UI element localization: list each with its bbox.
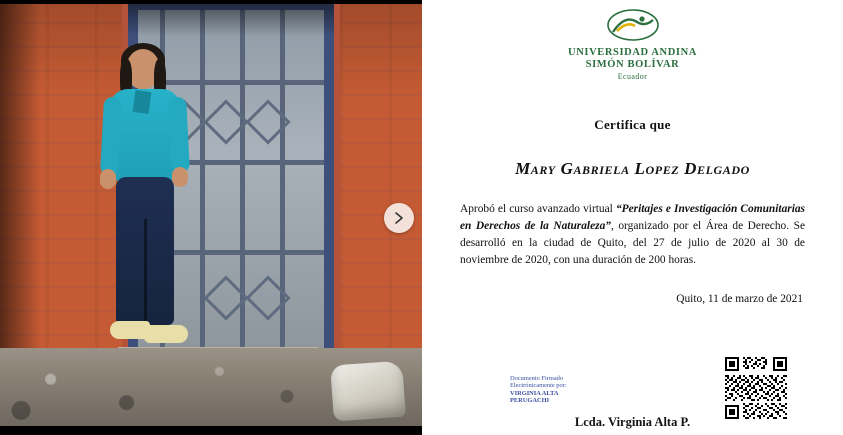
recipient-name: Mary Gabriela Lopez Delgado (515, 159, 750, 178)
university-name (568, 47, 697, 71)
letterbox-bottom (0, 426, 422, 435)
university-crest-icon (607, 8, 659, 42)
cement-bag (330, 361, 406, 422)
body-text-part1: Aprobó el curso avanzado virtual (460, 203, 616, 215)
university-name-line1: UNIVERSIDAD ANDINA (568, 47, 697, 58)
university-name-line2: SIMÓN BOLÍVAR (585, 59, 680, 70)
stamp-line-3: VIRGINIA ALTA (510, 389, 559, 397)
certificate-panel[interactable] (422, 0, 843, 435)
body-text-part2: , organizado por el Área de Derecho. Se desarrolló en la ciudad de Quito, del 27 de julio de 2020 al 30 de noviembre de 2020, con una duración de 200 horas. (460, 220, 805, 266)
person-in-photo (96, 49, 200, 379)
chevron-right-icon (393, 211, 405, 225)
place-and-date: Quito, 11 de marzo de 2021 (676, 293, 803, 305)
stamp-line-4: PERUGACHI (510, 397, 550, 405)
university-country: Ecuador (617, 72, 648, 81)
signer-name: Lcda. Virginia Alta P. (574, 415, 691, 429)
stamp-line-1: Documento Firmado (510, 374, 564, 382)
qr-code-icon (723, 355, 789, 421)
stamp-line-2: Electrónicamente por: (510, 382, 567, 390)
electronic-signature-stamp (510, 375, 628, 405)
course-title: “Peritajes e Investigación Comunitarias en Derechos de la Naturaleza” (460, 203, 805, 232)
certificate-body (458, 201, 807, 269)
door-top-shadow (128, 0, 334, 36)
certificate-footer (458, 349, 807, 431)
university-logo (458, 8, 807, 81)
certifies-label: Certifica que (594, 117, 671, 132)
next-image-button[interactable] (384, 203, 414, 233)
letterbox-top (0, 0, 422, 4)
